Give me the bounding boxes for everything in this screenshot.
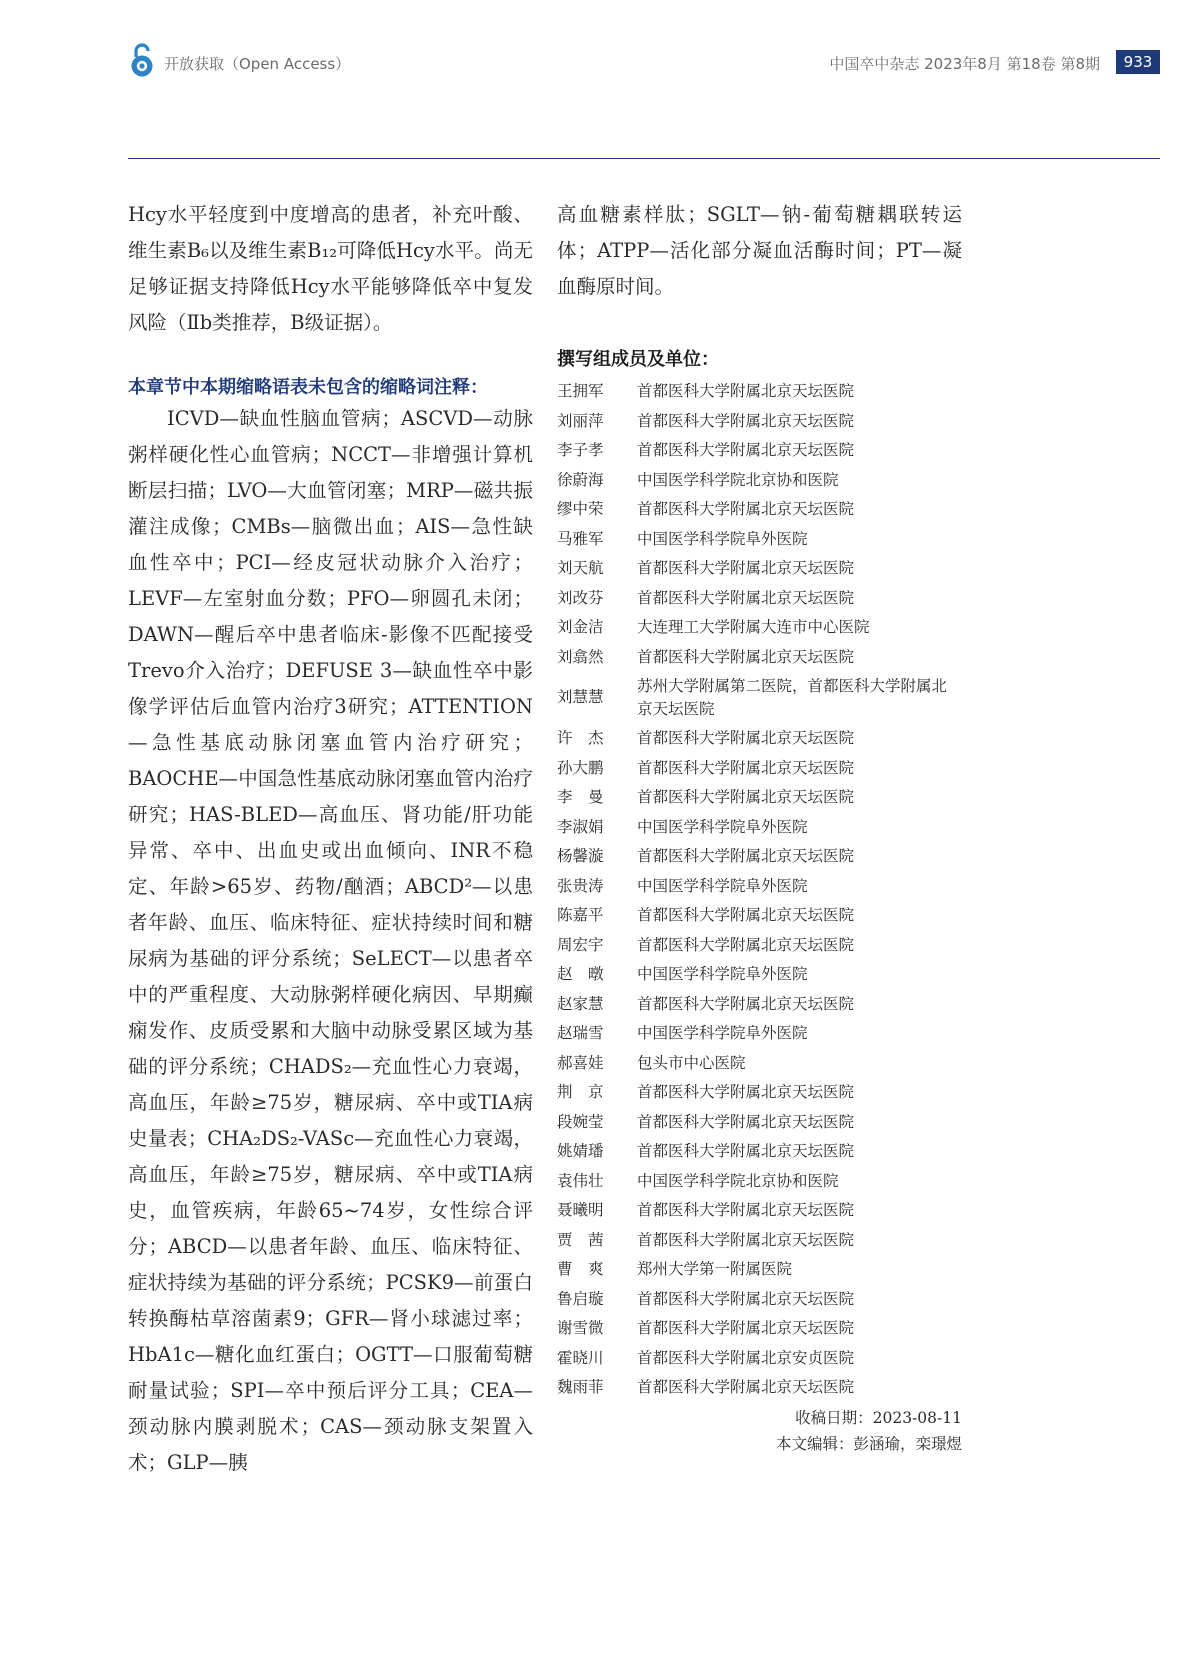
author-unit: 首都医科大学附属北京天坛医院 <box>637 1201 855 1219</box>
author-unit: 首都医科大学附属北京天坛医院 <box>637 1319 855 1337</box>
author-name: 李淑娟 <box>557 817 604 836</box>
author-unit: 首都医科大学附属北京安贞医院 <box>637 1348 855 1367</box>
author-row <box>557 1314 962 1344</box>
author-name: 袁伟壮 <box>557 1171 604 1190</box>
page-number: 933 <box>1116 50 1160 74</box>
author-name: 贾 茜 <box>557 1230 604 1249</box>
author-row <box>557 931 962 961</box>
author-unit: 首都医科大学附属北京天坛医院 <box>637 382 855 400</box>
author-row <box>557 584 962 614</box>
author-unit: 首都医科大学附属北京天坛医院 <box>637 1378 855 1396</box>
author-row <box>557 1019 962 1049</box>
authors-section-title: 撰写组成员及单位： <box>557 349 719 370</box>
author-name: 孙大鹏 <box>557 758 604 777</box>
author-row <box>557 960 962 990</box>
open-access-label: 开放获取（Open Access） <box>164 55 351 73</box>
author-name: 霍晓川 <box>557 1348 604 1367</box>
author-unit: 首都医科大学附属北京天坛医院 <box>637 847 855 865</box>
author-unit: 首都医科大学附属北京天坛医院 <box>637 588 855 607</box>
author-name: 周宏宇 <box>557 935 604 954</box>
editors: 本文编辑：彭涵瑜，栾璟煜 <box>775 1434 962 1453</box>
author-name: 鲁启璇 <box>557 1289 604 1308</box>
author-unit: 中国医学科学院阜外医院 <box>637 817 808 836</box>
author-name: 赵家慧 <box>557 994 604 1013</box>
author-unit: 中国医学科学院北京协和医院 <box>637 1171 839 1190</box>
received-date: 收稿日期：2023-08-11 <box>795 1408 962 1427</box>
author-name: 刘慧慧 <box>557 688 604 707</box>
author-unit: 首都医科大学附属北京天坛医院 <box>637 647 855 666</box>
author-name: 段婉莹 <box>557 1112 604 1131</box>
author-row <box>557 901 962 931</box>
author-row <box>557 672 962 724</box>
author-row <box>557 1167 962 1197</box>
author-unit: 首都医科大学附属北京天坛医院 <box>637 411 855 430</box>
author-name: 姚婧璠 <box>557 1142 604 1160</box>
author-name: 李 曼 <box>557 788 604 806</box>
author-row <box>557 813 962 843</box>
author-row <box>557 990 962 1020</box>
author-name: 张贵涛 <box>557 876 604 895</box>
left-column <box>128 197 533 1481</box>
author-unit: 首都医科大学附属北京天坛医院 <box>637 788 855 806</box>
author-name: 赵 暾 <box>557 965 604 983</box>
author-name: 赵瑞雪 <box>557 1024 604 1042</box>
author-unit: 包头市中心医院 <box>637 1053 746 1072</box>
author-name: 刘改芬 <box>557 588 604 607</box>
author-unit: 苏州大学附属第二医院，首都医科大学附属北京天坛医院 <box>637 677 948 718</box>
author-unit: 首都医科大学附属北京天坛医院 <box>637 500 855 518</box>
recommendation-text: Hcy水平轻度到中度增高的患者，补充叶酸、维生素B₆以及维生素B₁₂可降低Hcy水平。尚无足够证据支持降低Hcy水平能够降低卒中复发风险（Ⅱb类推荐，B级证据）。 <box>128 203 533 334</box>
author-row <box>557 436 962 466</box>
header-rule <box>128 158 1160 159</box>
author-row <box>557 1373 962 1403</box>
author-unit: 首都医科大学附属北京天坛医院 <box>637 1083 855 1101</box>
author-name: 魏雨菲 <box>557 1378 604 1396</box>
author-unit: 中国医学科学院北京协和医院 <box>637 470 839 489</box>
author-row <box>557 783 962 813</box>
author-name: 徐蔚海 <box>557 470 604 489</box>
author-name: 谢雪微 <box>557 1319 604 1337</box>
author-unit: 首都医科大学附属北京天坛医院 <box>637 729 855 747</box>
author-name: 荆 京 <box>557 1083 604 1101</box>
author-row <box>557 407 962 437</box>
author-unit: 中国医学科学院阜外医院 <box>637 1024 808 1042</box>
page-header <box>128 42 1160 82</box>
open-access-icon <box>128 42 156 78</box>
author-row <box>557 1108 962 1138</box>
author-row <box>557 613 962 643</box>
author-name: 刘天航 <box>557 559 604 577</box>
author-unit: 中国医学科学院阜外医院 <box>637 529 808 548</box>
author-row <box>557 377 962 407</box>
author-row <box>557 554 962 584</box>
author-row <box>557 842 962 872</box>
author-row <box>557 495 962 525</box>
author-name: 李子孝 <box>557 441 604 459</box>
author-row <box>557 754 962 784</box>
author-unit: 中国医学科学院阜外医院 <box>637 876 808 895</box>
author-unit: 郑州大学第一附属医院 <box>637 1260 793 1278</box>
author-row <box>557 1255 962 1285</box>
author-unit: 首都医科大学附属北京天坛医院 <box>637 559 855 577</box>
author-name: 刘金洁 <box>557 618 604 636</box>
author-row <box>557 466 962 496</box>
author-name: 王拥军 <box>557 382 604 400</box>
author-name: 许 杰 <box>557 729 604 747</box>
author-name: 陈嘉平 <box>557 906 604 924</box>
author-unit: 中国医学科学院阜外医院 <box>637 965 808 983</box>
journal-info: 中国卒中杂志 2023年8月 第18卷 第8期 <box>829 55 1100 73</box>
author-unit: 首都医科大学附属北京天坛医院 <box>637 1142 855 1160</box>
author-name: 刘翕然 <box>557 647 604 666</box>
author-unit: 大连理工大学附属大连市中心医院 <box>637 618 870 636</box>
author-name: 聂曦明 <box>557 1201 604 1219</box>
author-unit: 首都医科大学附属北京天坛医院 <box>637 1289 855 1308</box>
author-unit: 首都医科大学附属北京天坛医院 <box>637 441 855 459</box>
abbreviation-text-continued: 高血糖素样肽；SGLT—钠-葡萄糖耦联转运体；ATPP—活化部分凝血活酶时间；PT—凝血酶原时间。 <box>557 203 962 298</box>
author-name: 曹 爽 <box>557 1260 604 1278</box>
author-row <box>557 1226 962 1256</box>
author-row <box>557 1285 962 1315</box>
author-row <box>557 1344 962 1374</box>
author-row <box>557 724 962 754</box>
author-unit: 首都医科大学附属北京天坛医院 <box>637 935 855 954</box>
author-row <box>557 1078 962 1108</box>
author-unit: 首都医科大学附属北京天坛医院 <box>637 994 855 1013</box>
right-column <box>557 197 962 1457</box>
author-row <box>557 643 962 673</box>
author-name: 缪中荣 <box>557 500 604 518</box>
author-name: 马雅军 <box>557 529 604 548</box>
author-row <box>557 1196 962 1226</box>
author-row <box>557 1137 962 1167</box>
abbreviation-text: ICVD—缺血性脑血管病；ASCVD—动脉粥样硬化性心血管病；NCCT—非增强计算机断层扫描；LVO—大血管闭塞；MRP—磁共振灌注成像；CMBs—脑微出血；AIS—急性缺血性卒中；PCI—经皮冠状动脉介入治疗；LEVF—左室射血分数；PFO—卵圆孔未闭；DAWN—醒后卒中患者临床-影像不匹配接受Trevo介入治疗；DEFUSE 3—缺血性卒中影像学评估后血管内治疗3研究；ATTENTION—急性基底动脉闭塞血管内治疗研究；BAOCHE—中国急性基底动脉闭塞血管内治疗研究；HAS-BLED—高血压、肾功能/肝功能异常、卒中、出血史或出血倾向、INR不稳定、年龄>65岁、药物/酗酒；ABCD²—以患者年龄、血压、临床特征、症状持续时间和糖尿病为基础的评分系统；SeLECT—以患者卒中的严重程度、大动脉粥样硬化病因、早期癫痫发作、皮质受累和大脑中动脉受累区域为基础的评分系统；CHADS₂—充血性心力衰竭，高血压，年龄≥75岁，糖尿病、卒中或TIA病史量表；CHA₂DS₂-VASc—充血性心力衰竭，高血压，年龄≥75岁，糖尿病、卒中或TIA病史，血管疾病，年龄65~74岁，女性综合评分；ABCD—以患者年龄、血压、临床特征、症状持续为基础的评分系统；PCSK9—前蛋白转换酶枯草溶菌素9；GFR—肾小球滤过率；HbA1c—糖化血红蛋白；OGTT—口服葡萄糖耐量试验；SPI—卒中预后评分工具；CEA—颈动脉内膜剥脱术；CAS—颈动脉支架置入术；GLP—胰 <box>128 407 533 1474</box>
author-name: 刘丽萍 <box>557 411 604 430</box>
author-name: 郝喜娃 <box>557 1053 604 1072</box>
author-row <box>557 872 962 902</box>
article-footer <box>557 1405 962 1457</box>
author-unit: 首都医科大学附属北京天坛医院 <box>637 1230 855 1249</box>
abbreviation-section-title: 本章节中本期缩略语表未包含的缩略词注释： <box>128 377 488 398</box>
author-unit: 首都医科大学附属北京天坛医院 <box>637 758 855 777</box>
author-list <box>557 377 962 1403</box>
author-unit: 首都医科大学附属北京天坛医院 <box>637 906 855 924</box>
author-row <box>557 525 962 555</box>
author-row <box>557 1049 962 1079</box>
author-unit: 首都医科大学附属北京天坛医院 <box>637 1112 855 1131</box>
author-name: 杨馨漩 <box>557 847 604 865</box>
